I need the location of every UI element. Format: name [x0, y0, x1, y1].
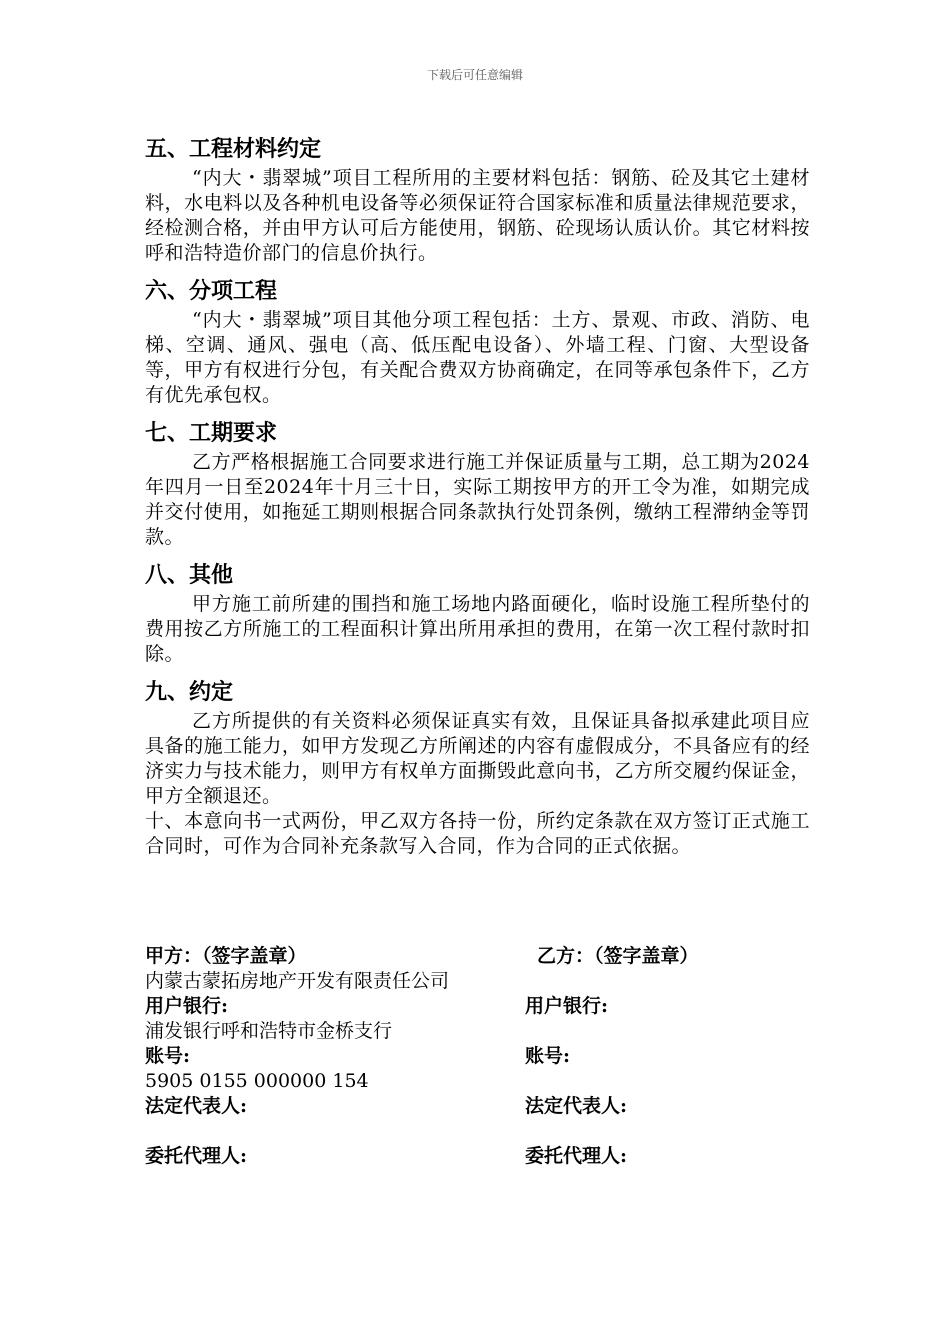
bank-label-b: 用户银行:: [525, 995, 609, 1017]
legal-rep-label-a: 法定代表人:: [145, 1095, 248, 1117]
signature-block: [145, 944, 825, 1169]
account-label-b: 账号:: [525, 1045, 571, 1067]
clause-ten: 十、本意向书一式两份，甲乙双方各持一份，所约定条款在双方签订正式施工合同时，可作为合同补充条款写入合同，作为合同的正式依据。: [145, 810, 810, 857]
section-7-body: 乙方严格根据施工合同要求进行施工并保证质量与工期，总工期为2024年四月一日至2024年十月三十日，实际工期按甲方的开工令为准，如期完成并交付使用，如拖延工期则根据合同条款执行处罚条例，缴纳工程滞纳金等罚款。: [145, 451, 810, 548]
section-9-title: 九、约定: [145, 679, 234, 705]
section-6-body: “内大・翡翠城”项目其他分项工程包括：土方、景观、市政、消防、电梯、空调、通风、强电（高、低压配电设备）、外墙工程、门窗、大型设备等，甲方有权进行分包，有关配合费双方协商确定，在同等承包条件下，乙方有优先承包权。: [145, 309, 810, 406]
section-9-body: 乙方所提供的有关资料必须保证真实有效，且保证具备拟承建此项目应具备的施工能力，如甲方发现乙方所阐述的内容有虚假成分，不具备应有的经济实力与技术能力，则甲方有权单方面撕毁此意向书，乙方所交履约保证金，甲方全额退还。: [145, 710, 810, 807]
document-body: [145, 132, 810, 859]
section-5-title: 五、工程材料约定: [145, 136, 322, 162]
account-a: 5905 0155 000000 154: [145, 1070, 369, 1092]
page-header-note: 下载后可任意编辑: [426, 68, 523, 82]
agent-label-b: 委托代理人:: [525, 1145, 628, 1167]
account-label-a: 账号:: [145, 1045, 191, 1067]
legal-rep-label-b: 法定代表人:: [525, 1095, 628, 1117]
party-a-company: 内蒙古蒙拓房地产开发有限责任公司: [145, 970, 450, 992]
bank-a: 浦发银行呼和浩特市金桥支行: [145, 1020, 393, 1042]
section-8-title: 八、其他: [145, 562, 234, 588]
section-5-body: “内大・翡翠城”项目工程所用的主要材料包括：钢筋、砼及其它土建材料，水电料以及各种机电设备等必须保证符合国家标准和质量法律规范要求，经检测合格，并由甲方认可后方能使用，钢筋、砼现场认质认价。其它材料按呼和浩特造价部门的信息价执行。: [145, 167, 810, 264]
agent-label-a: 委托代理人:: [145, 1145, 248, 1167]
bank-label-a: 用户银行:: [145, 995, 229, 1017]
party-a-label: 甲方：（签字盖章）: [145, 945, 307, 967]
section-7-title: 七、工期要求: [145, 420, 278, 446]
section-8-body: 甲方施工前所建的围挡和施工场地内路面硬化，临时设施工程所垫付的费用按乙方所施工的工程面积计算出所用承担的费用，在第一次工程付款时扣除。: [145, 593, 810, 665]
section-6-title: 六、分项工程: [145, 278, 278, 304]
party-b-label: 乙方：（签字盖章）: [537, 945, 699, 967]
